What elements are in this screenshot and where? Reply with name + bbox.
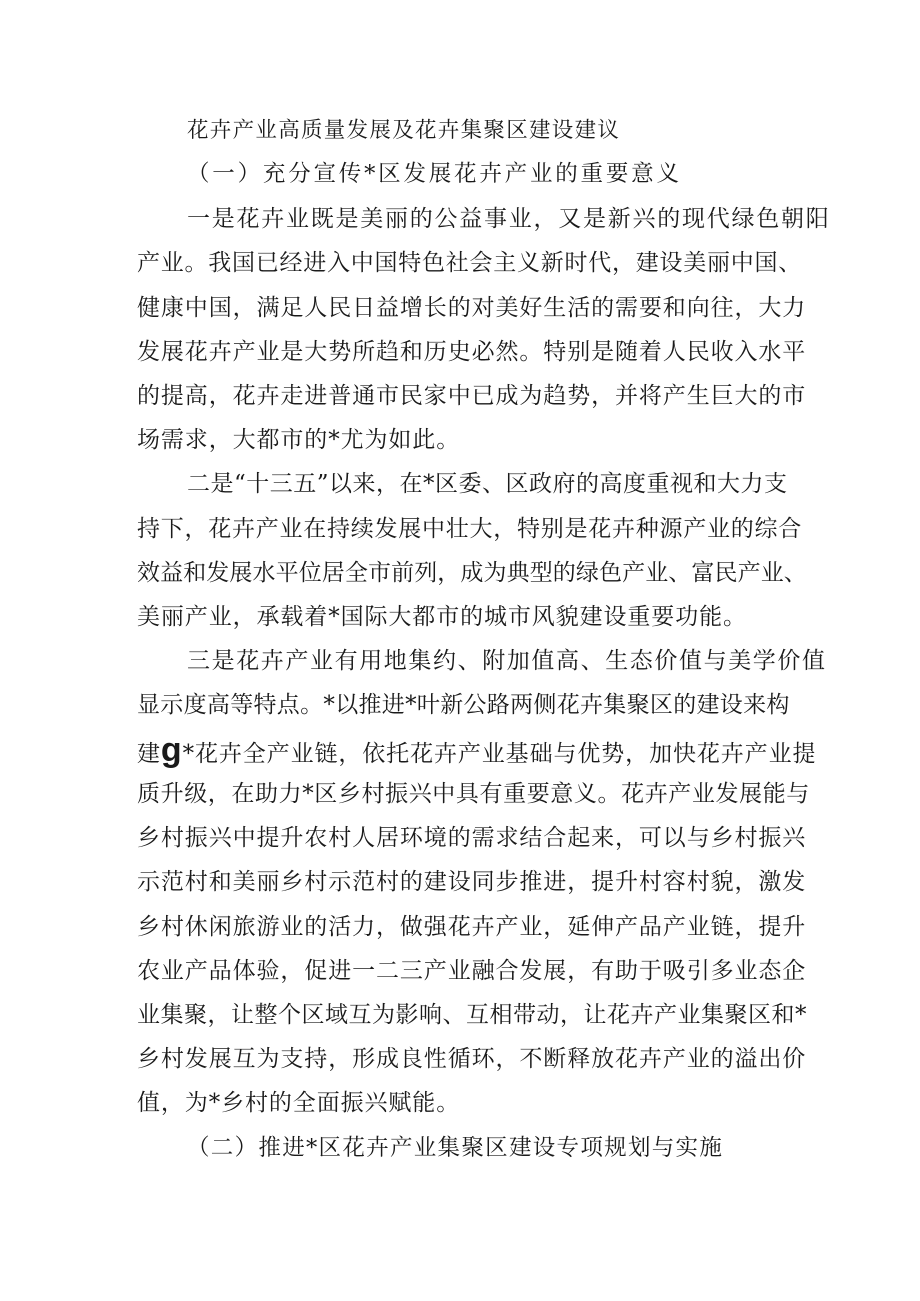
special-line-prefix: 建 (137, 741, 161, 767)
section-heading-1: （一）充分宣传*区发展花卉产业的重要意义 (187, 161, 682, 187)
special-glyph: g (160, 731, 183, 769)
paragraph-1-line: 发展花卉产业是大势所趋和历史必然。特别是随着人民收入水平 (137, 339, 807, 365)
paragraph-1-line: 一是花卉业既是美丽的公益事业，又是新兴的现代绿色朝阳 (187, 206, 831, 232)
paragraph-3-line: 显示度高等特点。*以推进*叶新公路两侧花卉集聚区的建设来构 (137, 692, 790, 718)
paragraph-1-line: 产业。我国已经进入中国特色社会主义新时代，建设美丽中国、 (137, 250, 802, 276)
paragraph-1-line: 健康中国，满足人民日益增长的对美好生活的需要和向往，大力 (137, 295, 807, 321)
paragraph-2-line: 效益和发展水平位居全市前列，成为典型的绿色产业、富民产业、 (137, 560, 807, 586)
paragraph-1-line: 的提高，花卉走进普通市民家中已成为趋势，并将产生巨大的市 (137, 383, 807, 409)
paragraph-3-line: 业集聚，让整个区域互为影响、互相带动，让花卉产业集聚区和* (137, 1002, 807, 1028)
paragraph-3-line: 值，为*乡村的全面振兴赋能。 (137, 1090, 461, 1116)
paragraph-3-line: 农业产品体验，促进一二三产业融合发展，有助于吸引多业态企 (137, 958, 807, 984)
paragraph-3-line: 乡村休闲旅游业的活力，做强花卉产业，延伸产品产业链，提升 (137, 914, 807, 940)
paragraph-3-line: 乡村振兴中提升农村人居环境的需求结合起来，可以与乡村振兴 (137, 825, 807, 851)
paragraph-3-line: 示范村和美丽乡村示范村的建设同步推进，提升村容村貌，激发 (137, 869, 807, 895)
paragraph-3-special-line (137, 731, 817, 769)
paragraph-3-line: 乡村发展互为支持，形成良性循环，不断释放花卉产业的溢出价 (137, 1046, 807, 1072)
paragraph-2-line: 二是“十三五”以来，在*区委、区政府的高度重视和大力支 (187, 471, 788, 497)
document-title: 花卉产业高质量发展及花卉集聚区建设建议 (187, 118, 621, 143)
paragraph-2-line: 美丽产业，承载着*国际大都市的城市风貌建设重要功能。 (137, 604, 747, 630)
paragraph-1-line: 场需求，大都市的*尤为如此。 (137, 427, 461, 453)
paragraph-3-line: 三是花卉产业有用地集约、附加值高、生态价值与美学价值 (187, 648, 827, 674)
section-heading-2: （二）推进*区花卉产业集聚区建设专项规划与实施 (187, 1135, 724, 1161)
paragraph-3-line: 质升级，在助力*区乡村振兴中具有重要意义。花卉产业发展能与 (137, 781, 810, 807)
special-line-rest: *花卉全产业链，依托花卉产业基础与优势，加快花卉产业提 (182, 741, 817, 767)
paragraph-2-line: 持下，花卉产业在持续发展中壮大，特别是花卉种源产业的综合 (137, 516, 802, 542)
